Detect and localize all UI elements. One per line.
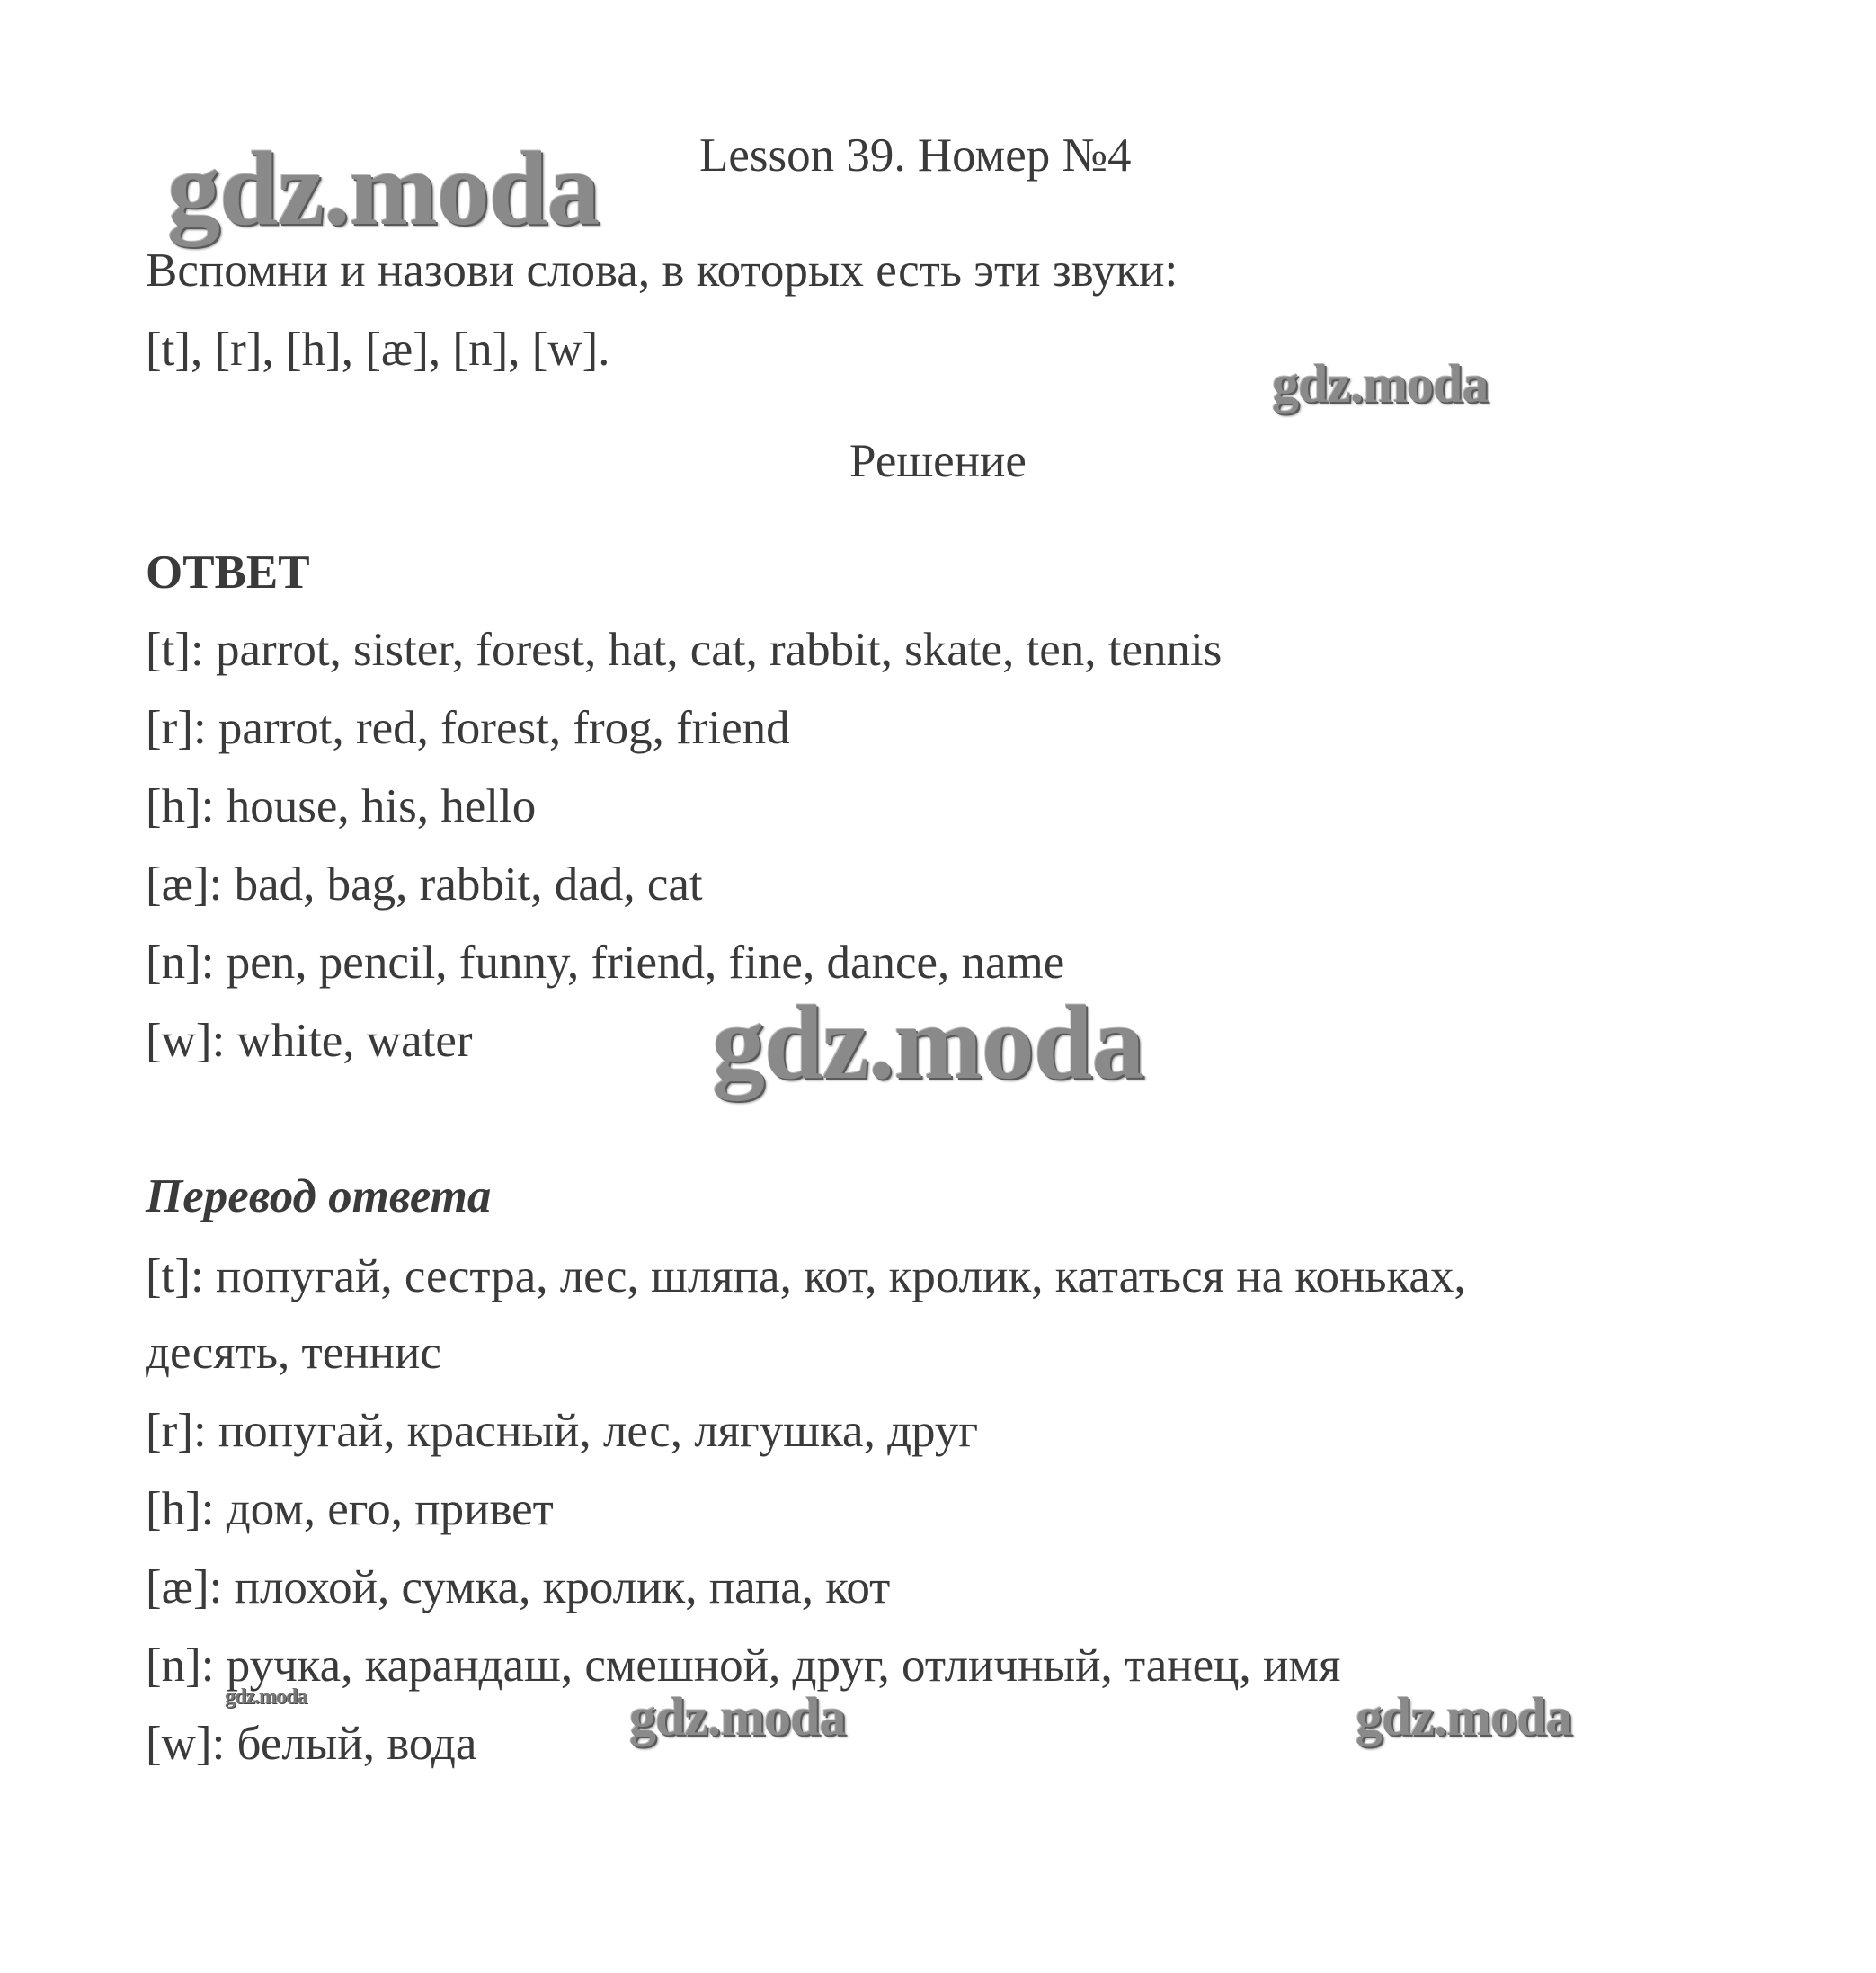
translation-line: [h]: дом, его, привет (146, 1483, 554, 1535)
translation-line: [w]: белый, вода (146, 1718, 477, 1770)
answer-line: [w]: white, water (146, 1015, 473, 1067)
page-title: Lesson 39. Номер №4 (699, 129, 1132, 182)
watermark-logo-tiny: gdz.moda (225, 1685, 307, 1709)
answer-line: [r]: parrot, red, forest, frog, friend (146, 702, 790, 754)
translation-line: [æ]: плохой, сумка, кролик, папа, кот (146, 1561, 891, 1613)
watermark-logo-bottom-right: gdz.moda (1356, 1687, 1572, 1746)
answer-heading: ОТВЕТ (146, 547, 310, 599)
task-instruction: Вспомни и назови слова, в которых есть эти звуки: (146, 244, 1178, 297)
translation-line: [t]: попугай, сестра, лес, шляпа, кот, кролик, кататься на коньках, (146, 1250, 1466, 1302)
translation-line: [r]: попугай, красный, лес, лягушка, друг (146, 1405, 979, 1457)
answer-line: [t]: parrot, sister, forest, hat, cat, rabbit, skate, ten, tennis (146, 624, 1223, 676)
task-sounds: [t], [r], [h], [æ], [n], [w]. (146, 324, 610, 376)
watermark-logo-top: gdz.moda (167, 129, 600, 247)
watermark-logo-bottom-left: gdz.moda (629, 1687, 846, 1746)
watermark-logo-middle: gdz.moda (712, 983, 1144, 1101)
answer-line: [æ]: bad, bag, rabbit, dad, cat (146, 858, 703, 911)
answer-line: [h]: house, his, hello (146, 780, 537, 832)
watermark-logo-right: gdz.moda (1272, 354, 1489, 413)
translation-line: [n]: ручка, карандаш, смешной, друг, отличный, танец, имя (146, 1640, 1341, 1692)
translation-line: десять, теннис (146, 1327, 441, 1379)
solution-heading: Решение (849, 435, 1027, 487)
answer-line: [n]: pen, pencil, funny, friend, fine, dance, name (146, 937, 1065, 989)
translation-heading: Перевод ответа (146, 1170, 492, 1222)
